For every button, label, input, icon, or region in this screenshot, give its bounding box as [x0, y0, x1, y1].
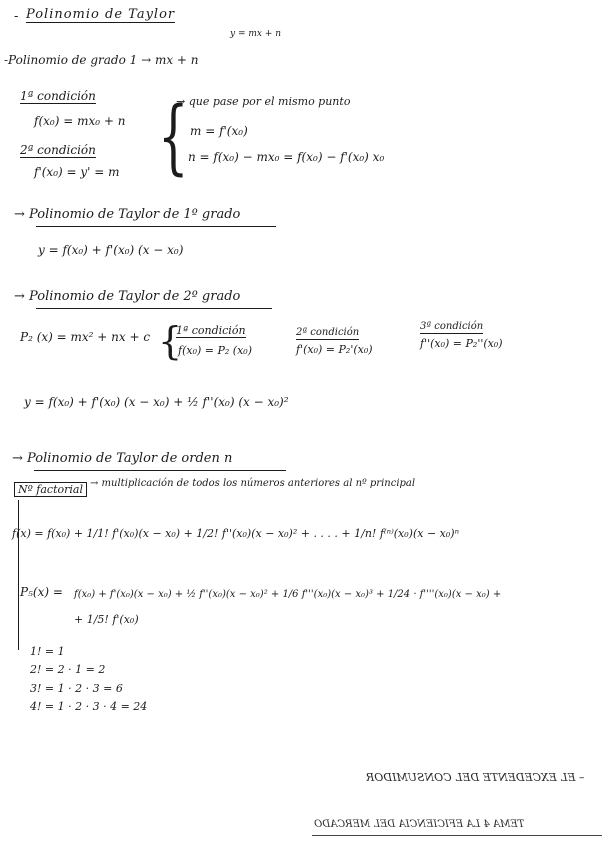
- factorial-2: 2! = 2 · 1 = 2: [30, 663, 106, 676]
- bleed-through-underline: [312, 835, 602, 836]
- curly-brace-2: {: [158, 319, 183, 363]
- p5-line-2: + 1/5! f'(x₀): [74, 613, 139, 626]
- factorial-4: 4! = 1 · 2 · 3 · 4 = 24: [30, 700, 148, 713]
- p5-line-1: f(x₀) + f'(x₀)(x − x₀) + ½ f''(x₀)(x − x₀)² + 1/6 f'''(x₀)(x − x₀)³ + 1/24 · f''''(x₀)(x − x₀) +: [74, 589, 502, 600]
- factorial-description: → multiplicación de todos los números anteriores al nº principal: [90, 478, 416, 489]
- taylor1-underline: [36, 226, 276, 227]
- factorial-1: 1! = 1: [30, 645, 65, 658]
- n-equation: n = f(x₀) − mx₀ = f(x₀) − f'(x₀) x₀: [188, 150, 385, 164]
- taylor1-heading: → Polinomio de Taylor de 1º grado: [14, 207, 241, 222]
- taylorn-heading: → Polinomio de Taylor de orden n: [12, 451, 233, 466]
- cond2-label: 2ª condición: [20, 143, 96, 157]
- m-equation: m = f'(x₀): [190, 124, 248, 138]
- taylor2-underline: [36, 308, 272, 309]
- p5-label: P₅(x) =: [20, 585, 63, 599]
- cond1-equation: f(x₀) = mx₀ + n: [34, 114, 126, 128]
- same-point-note: → que pase por el mismo punto: [176, 95, 351, 108]
- page-title: Polinomio de Taylor: [26, 7, 176, 22]
- top-note: y = mx + n: [230, 29, 282, 39]
- cond2-equation: f'(x₀) = y' = m: [34, 165, 120, 179]
- c1-label: 1ª condición: [176, 324, 246, 337]
- factorial-label: Nº factorial: [14, 482, 87, 497]
- title-dash: -: [14, 9, 19, 24]
- c2-equation: f'(x₀) = P₂'(x₀): [296, 343, 373, 356]
- cond1-label: 1ª condición: [20, 89, 96, 103]
- factorial-pointer-line: [18, 500, 19, 650]
- c2-label: 2ª condición: [296, 327, 360, 338]
- taylor2-heading: → Polinomio de Taylor de 2º grado: [14, 289, 241, 304]
- grado1-heading: -Polinomio de grado 1 → mx + n: [4, 53, 199, 67]
- p2-definition: P₂ (x) = mx² + nx + c: [20, 330, 151, 344]
- taylorn-underline: [34, 470, 286, 471]
- taylor1-equation: y = f(x₀) + f'(x₀) (x − x₀): [38, 243, 184, 257]
- c3-equation: f''(x₀) = P₂''(x₀): [420, 337, 503, 350]
- bleed-through-line-1: – EL EXCEDENTE DEL CONSUMIDOR: [366, 771, 585, 784]
- general-taylor-equation: f(x) = f(x₀) + 1/1! f'(x₀)(x − x₀) + 1/2! f''(x₀)(x − x₀)² + . . . . + 1/n! f⁽ⁿ⁾(x₀)(x − x₀)ⁿ: [12, 527, 460, 540]
- bleed-through-line-2: TEMA 4 LA EFICIENCIA DEL MERCADO: [314, 819, 525, 830]
- factorial-3: 3! = 1 · 2 · 3 = 6: [30, 682, 123, 695]
- curly-brace: {: [158, 89, 189, 185]
- taylor2-equation: y = f(x₀) + f'(x₀) (x − x₀) + ½ f''(x₀) (x − x₀)²: [24, 395, 289, 409]
- c3-label: 3ª condición: [420, 321, 484, 332]
- c1-equation: f(x₀) = P₂ (x₀): [178, 344, 252, 357]
